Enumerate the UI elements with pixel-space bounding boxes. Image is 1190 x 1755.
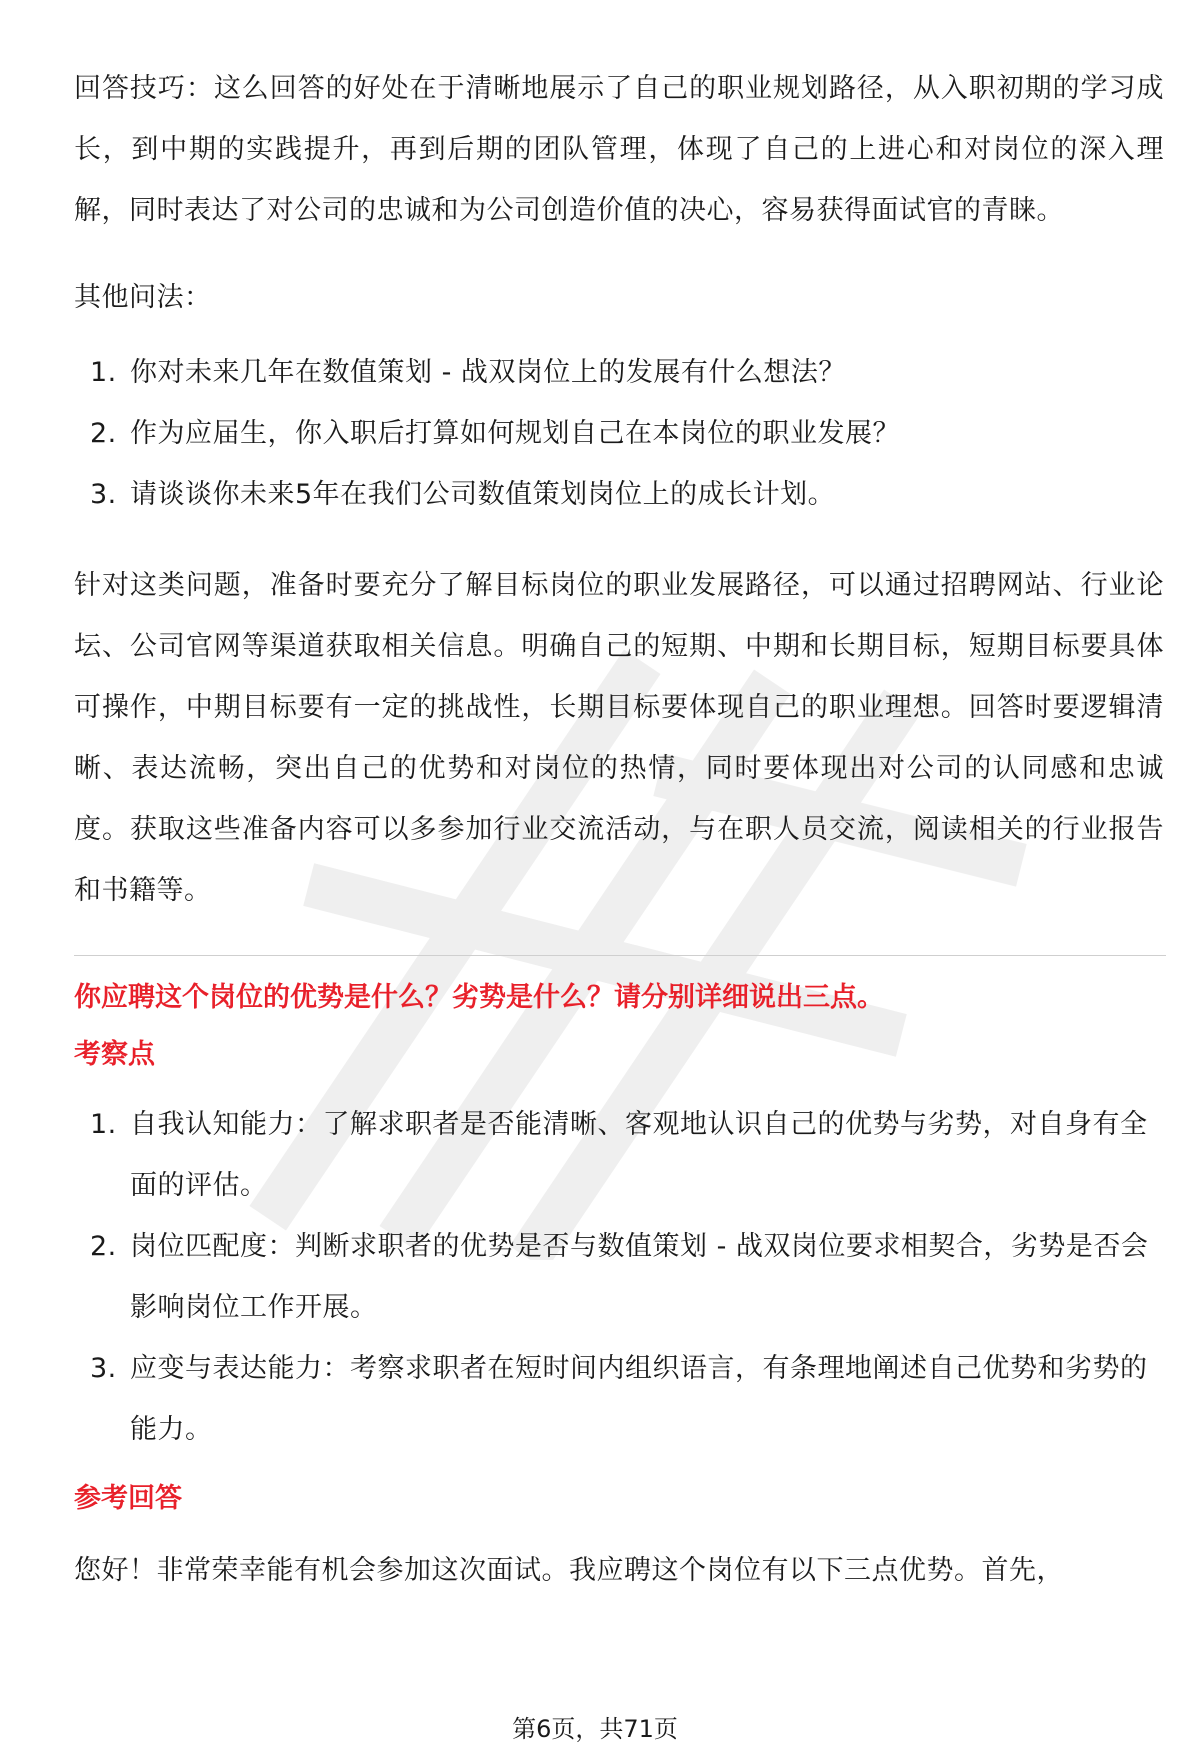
list-item-text: 岗位匹配度：判断求职者的优势是否与数值策划 - 战双岗位要求相契合，劣势是否会影响岗位工作开展。 [130,1231,1149,1323]
answer-tip-paragraph [74,58,1164,241]
list-item-text: 请谈谈你未来5年在我们公司数值策划岗位上的成长计划。 [130,479,836,510]
list-item [74,1216,1164,1338]
list-item-number: 3. [90,479,117,510]
list-item-text: 作为应届生，你入职后打算如何规划自己在本岗位的职业发展？ [130,418,900,449]
list-item [74,403,1164,464]
other-asks-heading: 其他问法： [74,282,212,313]
list-item-number: 1. [90,1109,117,1140]
section-divider [74,955,1166,956]
list-item [74,1094,1164,1216]
answer-tip-label: 回答技巧： [74,73,214,104]
reference-answer-paragraph: 您好！非常荣幸能有机会参加这次面试。我应聘这个岗位有以下三点优势。首先， [74,1555,1064,1586]
list-item [74,342,1164,403]
list-item [74,464,1164,525]
list-item [74,1338,1164,1460]
answer-tip-text: 这么回答的好处在于清晰地展示了自己的职业规划路径，从入职初期的学习成长，到中期的实践提升，再到后期的团队管理，体现了自己的上进心和对岗位的深入理解，同时表达了对公司的忠诚和为公司创造价值的决心，容易获得面试官的青睐。 [74,73,1165,226]
question-heading: 你应聘这个岗位的优势是什么？劣势是什么？请分别详细说出三点。 [74,982,884,1013]
page-number: 第6页，共71页 [506,1715,684,1743]
page-footer [0,1714,1190,1744]
reference-title: 参考回答 [74,1483,182,1514]
list-item-number: 3. [90,1353,117,1384]
list-item-text: 你对未来几年在数值策划 - 战双岗位上的发展有什么想法？ [130,357,846,388]
prep-advice-paragraph: 针对这类问题，准备时要充分了解目标岗位的职业发展路径，可以通过招聘网站、行业论坛、公司官网等渠道获取相关信息。明确自己的短期、中期和长期目标，短期目标要具体可操作，中期目标要有一定的挑战性，长期目标要体现自己的职业理想。回答时要逻辑清晰、表达流畅，突出自己的优势和对岗位的热情，同时要体现出对公司的认同感和忠诚度。获取这些准备内容可以多参加行业交流活动，与在职人员交流，阅读相关的行业报告和书籍等。 [74,570,1164,906]
other-asks-list [74,342,1164,525]
list-item-number: 2. [90,1231,117,1262]
assessment-title: 考察点 [74,1039,155,1070]
list-item-text: 自我认知能力：了解求职者是否能清晰、客观地认识自己的优势与劣势，对自身有全面的评估。 [130,1109,1148,1201]
list-item-number: 2. [90,418,117,449]
list-item-text: 应变与表达能力：考察求职者在短时间内组织语言，有条理地阐述自己优势和劣势的能力。 [130,1353,1148,1445]
assessment-list [74,1094,1164,1460]
list-item-number: 1. [90,357,117,388]
main-content [74,58,1164,1601]
